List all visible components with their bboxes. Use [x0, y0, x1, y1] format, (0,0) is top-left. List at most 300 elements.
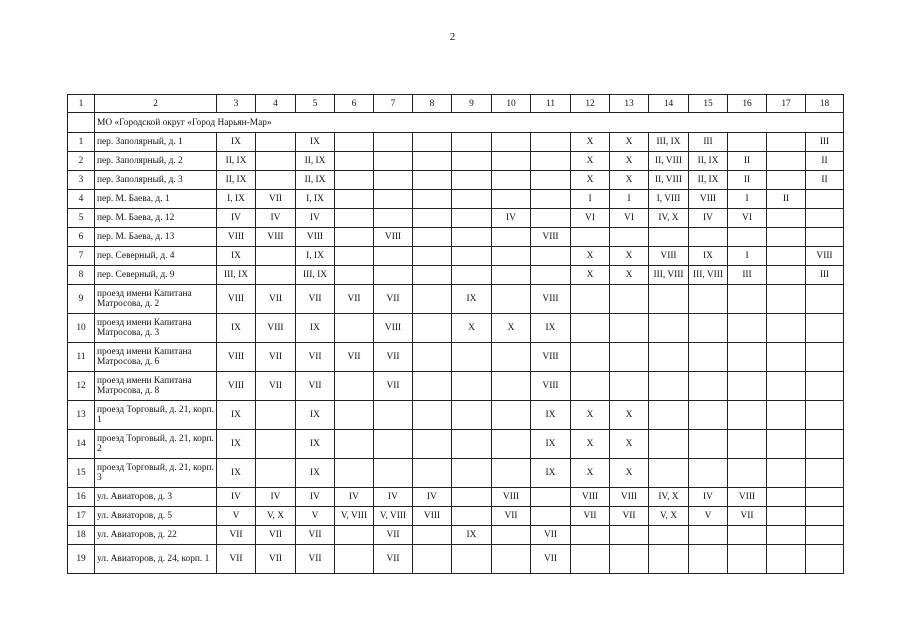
column-header: 8	[413, 95, 452, 113]
table-cell: IV, X	[649, 488, 689, 507]
table-cell	[531, 247, 571, 266]
table-cell: VII	[374, 285, 413, 314]
table-cell: VII	[374, 526, 413, 545]
table-cell: IV, X	[649, 209, 689, 228]
table-cell: VII	[256, 526, 296, 545]
table-cell	[806, 507, 844, 526]
table-row	[68, 314, 844, 343]
table-cell	[374, 401, 413, 430]
table-cell	[767, 266, 806, 285]
table-cell: IV	[335, 488, 374, 507]
table-cell: VIII	[256, 314, 296, 343]
table-cell: VIII	[531, 285, 571, 314]
column-header: 13	[610, 95, 649, 113]
table-cell	[531, 133, 571, 152]
table-cell: VII	[256, 372, 296, 401]
table-cell: II	[728, 171, 767, 190]
address-cell: ул. Авиаторов, д. 22	[95, 526, 217, 545]
table-cell	[649, 401, 689, 430]
table-cell: VII	[256, 285, 296, 314]
table-cell	[806, 285, 844, 314]
row-number: 14	[68, 430, 95, 459]
table-cell	[689, 526, 728, 545]
table-cell: X	[610, 152, 649, 171]
table-cell: IX	[296, 133, 335, 152]
table-row	[68, 343, 844, 372]
table-cell: I	[728, 247, 767, 266]
table-cell	[335, 247, 374, 266]
table-cell	[374, 430, 413, 459]
table-cell	[335, 372, 374, 401]
table-cell: I, IX	[296, 247, 335, 266]
table-cell	[728, 372, 767, 401]
table-cell	[335, 314, 374, 343]
table-cell	[452, 430, 492, 459]
table-cell: IX	[296, 430, 335, 459]
table-cell	[256, 133, 296, 152]
table-cell	[335, 228, 374, 247]
table-cell	[374, 266, 413, 285]
table-cell: VIII	[296, 228, 335, 247]
table-cell: VII	[296, 343, 335, 372]
table-row	[68, 459, 844, 488]
table-cell: IX	[452, 526, 492, 545]
table-cell: I, IX	[296, 190, 335, 209]
table-cell: II	[728, 152, 767, 171]
table-cell: II	[767, 190, 806, 209]
table-cell	[806, 401, 844, 430]
table-cell: X	[571, 266, 610, 285]
table-cell	[728, 459, 767, 488]
table-cell	[256, 401, 296, 430]
table-cell	[531, 152, 571, 171]
table-cell	[492, 372, 531, 401]
table-cell: IV	[296, 209, 335, 228]
table-cell: X	[571, 430, 610, 459]
row-number: 15	[68, 459, 95, 488]
table-cell	[335, 545, 374, 574]
table-cell	[452, 545, 492, 574]
table-cell	[767, 133, 806, 152]
table-cell: VIII	[531, 343, 571, 372]
table-cell	[413, 285, 452, 314]
table-cell: IV	[492, 209, 531, 228]
table-cell: IX	[689, 247, 728, 266]
address-cell: проезд имени Капитана Матросова, д. 6	[95, 343, 217, 372]
address-cell: ул. Авиаторов, д. 3	[95, 488, 217, 507]
table-cell	[492, 228, 531, 247]
table-cell	[531, 507, 571, 526]
column-header: 12	[571, 95, 610, 113]
table-cell: X	[571, 247, 610, 266]
table-cell	[728, 228, 767, 247]
table-cell	[492, 459, 531, 488]
table-cell	[767, 545, 806, 574]
table-cell: VII	[335, 343, 374, 372]
row-number: 19	[68, 545, 95, 574]
table-cell	[571, 545, 610, 574]
table-cell	[335, 152, 374, 171]
table-cell	[531, 190, 571, 209]
row-number: 9	[68, 285, 95, 314]
table-row	[68, 488, 844, 507]
table-cell	[806, 314, 844, 343]
column-header: 4	[256, 95, 296, 113]
table-cell: V	[217, 507, 256, 526]
column-header: 16	[728, 95, 767, 113]
table-cell	[452, 343, 492, 372]
table-cell	[452, 459, 492, 488]
table-cell: I	[610, 190, 649, 209]
table-cell	[335, 459, 374, 488]
table-cell: IX	[217, 133, 256, 152]
table-cell	[767, 171, 806, 190]
column-header: 10	[492, 95, 531, 113]
table-cell: X	[571, 133, 610, 152]
address-cell: пер. М. Баева, д. 12	[95, 209, 217, 228]
row-number: 12	[68, 372, 95, 401]
table-cell	[256, 247, 296, 266]
table-cell: IV	[256, 209, 296, 228]
table-cell: X	[610, 430, 649, 459]
table-cell: X	[571, 459, 610, 488]
table-cell	[452, 209, 492, 228]
table-cell	[256, 266, 296, 285]
table-cell: IX	[531, 314, 571, 343]
table-cell: VII	[531, 545, 571, 574]
table-cell: II, IX	[217, 171, 256, 190]
table-cell: X	[452, 314, 492, 343]
table-cell	[413, 133, 452, 152]
table-cell	[531, 488, 571, 507]
table-cell: IV	[296, 488, 335, 507]
table-cell: IX	[452, 285, 492, 314]
table-cell	[531, 266, 571, 285]
column-header: 17	[767, 95, 806, 113]
table-cell: VIII	[374, 314, 413, 343]
table-cell: V, VIII	[335, 507, 374, 526]
table-cell	[413, 247, 452, 266]
table-cell: IV	[217, 488, 256, 507]
table-cell	[806, 190, 844, 209]
table-cell	[767, 459, 806, 488]
table-cell: IX	[296, 401, 335, 430]
table-cell: IV	[374, 488, 413, 507]
table-cell	[728, 314, 767, 343]
page-number: 2	[449, 31, 456, 43]
table-cell	[492, 190, 531, 209]
table-cell	[806, 459, 844, 488]
table-cell	[689, 401, 728, 430]
row-number: 2	[68, 152, 95, 171]
table-cell: X	[610, 133, 649, 152]
table-cell	[413, 190, 452, 209]
table-cell: X	[610, 401, 649, 430]
table-cell	[767, 343, 806, 372]
table-cell	[492, 266, 531, 285]
row-number: 11	[68, 343, 95, 372]
table-cell: II	[806, 171, 844, 190]
table-cell	[767, 430, 806, 459]
table-cell	[256, 152, 296, 171]
table-cell	[413, 171, 452, 190]
table-cell	[335, 401, 374, 430]
table-cell: I	[571, 190, 610, 209]
table-cell	[649, 526, 689, 545]
table-cell: IX	[296, 314, 335, 343]
column-header: 9	[452, 95, 492, 113]
table-cell	[492, 247, 531, 266]
table-cell	[728, 401, 767, 430]
table-cell: II, VIII	[649, 171, 689, 190]
table-cell	[767, 247, 806, 266]
table-cell	[649, 314, 689, 343]
table-cell	[492, 430, 531, 459]
table-cell	[571, 228, 610, 247]
table-cell: III	[689, 133, 728, 152]
table-cell	[806, 430, 844, 459]
column-header: 15	[689, 95, 728, 113]
table-cell: III, IX	[217, 266, 256, 285]
table-cell	[767, 488, 806, 507]
table-cell	[452, 488, 492, 507]
table-cell	[689, 459, 728, 488]
table-cell	[728, 545, 767, 574]
table-cell: VIII	[649, 247, 689, 266]
address-cell: пер. Заполярный, д. 1	[95, 133, 217, 152]
table-cell: IV	[256, 488, 296, 507]
row-number: 16	[68, 488, 95, 507]
table-cell	[767, 228, 806, 247]
table-cell	[335, 171, 374, 190]
table-row	[68, 266, 844, 285]
table-cell	[452, 190, 492, 209]
column-header: 5	[296, 95, 335, 113]
table-cell	[492, 343, 531, 372]
table-cell	[610, 526, 649, 545]
table-cell: VII	[256, 190, 296, 209]
column-header: 14	[649, 95, 689, 113]
column-header: 2	[95, 95, 217, 113]
table-cell	[413, 401, 452, 430]
table-cell	[767, 372, 806, 401]
table-cell	[492, 526, 531, 545]
table-cell	[767, 526, 806, 545]
table-cell	[256, 430, 296, 459]
table-cell	[413, 459, 452, 488]
table-cell: X	[492, 314, 531, 343]
table-cell: VII	[296, 285, 335, 314]
column-header: 18	[806, 95, 844, 113]
table-cell	[767, 209, 806, 228]
table-cell: IX	[217, 459, 256, 488]
row-number: 10	[68, 314, 95, 343]
table-cell	[452, 228, 492, 247]
table-row	[68, 228, 844, 247]
table-cell: IV	[689, 209, 728, 228]
table-cell	[689, 343, 728, 372]
table-cell: VI	[728, 209, 767, 228]
table-cell	[492, 171, 531, 190]
table-cell	[413, 343, 452, 372]
address-cell: пер. Северный, д. 4	[95, 247, 217, 266]
table-cell: VII	[571, 507, 610, 526]
table-cell: I, VIII	[649, 190, 689, 209]
table-cell	[806, 545, 844, 574]
table-cell: II, VIII	[649, 152, 689, 171]
table-cell	[492, 133, 531, 152]
table-cell: VII	[217, 545, 256, 574]
table-cell: X	[571, 171, 610, 190]
table-cell	[256, 459, 296, 488]
table-cell	[689, 285, 728, 314]
table-cell: V, X	[649, 507, 689, 526]
table-cell: VIII	[256, 228, 296, 247]
table-cell: VII	[335, 285, 374, 314]
table-row	[68, 209, 844, 228]
table-cell	[689, 430, 728, 459]
table-cell	[492, 545, 531, 574]
table-cell: X	[571, 401, 610, 430]
table-cell	[374, 190, 413, 209]
table-cell	[649, 430, 689, 459]
table-row	[68, 372, 844, 401]
table-cell	[374, 209, 413, 228]
table-cell: I	[728, 190, 767, 209]
table-cell	[689, 545, 728, 574]
table-row	[68, 247, 844, 266]
table-cell: VII	[374, 372, 413, 401]
table-cell: X	[610, 247, 649, 266]
header-row	[68, 95, 844, 113]
table-cell	[649, 228, 689, 247]
table-cell	[531, 171, 571, 190]
address-cell: пер. М. Баева, д. 13	[95, 228, 217, 247]
row-number: 13	[68, 401, 95, 430]
table-cell: II, IX	[689, 171, 728, 190]
address-cell: пер. Заполярный, д. 3	[95, 171, 217, 190]
table-cell: VIII	[374, 228, 413, 247]
table-cell	[728, 285, 767, 314]
table-cell	[767, 314, 806, 343]
table-row	[68, 285, 844, 314]
table-cell: VII	[217, 526, 256, 545]
table-cell: III	[728, 266, 767, 285]
row-number: 5	[68, 209, 95, 228]
table-cell	[728, 526, 767, 545]
table-cell	[649, 545, 689, 574]
table-cell: III, IX	[296, 266, 335, 285]
table-cell: VIII	[689, 190, 728, 209]
table-row	[68, 152, 844, 171]
table-cell	[806, 526, 844, 545]
table-cell: VIII	[217, 285, 256, 314]
table-cell: IX	[296, 459, 335, 488]
table-cell: VII	[296, 372, 335, 401]
address-cell: пер. Заполярный, д. 2	[95, 152, 217, 171]
table-row	[68, 190, 844, 209]
table-cell: VIII	[413, 507, 452, 526]
column-header: 7	[374, 95, 413, 113]
table-cell	[335, 209, 374, 228]
table-cell	[335, 266, 374, 285]
table-cell	[571, 314, 610, 343]
row-number: 1	[68, 133, 95, 152]
table-cell	[649, 459, 689, 488]
table-body	[68, 95, 844, 574]
row-number: 8	[68, 266, 95, 285]
row-number: 17	[68, 507, 95, 526]
address-cell: проезд имени Капитана Матросова, д. 2	[95, 285, 217, 314]
table-cell: VIII	[571, 488, 610, 507]
table-cell: V	[689, 507, 728, 526]
address-cell: пер. Северный, д. 9	[95, 266, 217, 285]
table-cell	[492, 285, 531, 314]
table-cell: VII	[492, 507, 531, 526]
table-cell	[531, 209, 571, 228]
table-cell	[413, 152, 452, 171]
table-cell	[413, 266, 452, 285]
address-cell: проезд Торговый, д. 21, корп. 2	[95, 430, 217, 459]
table-cell	[452, 171, 492, 190]
table-cell	[413, 209, 452, 228]
address-cell: пер. М. Баева, д. 1	[95, 190, 217, 209]
table-cell	[413, 526, 452, 545]
table-cell	[413, 545, 452, 574]
table-cell: II, IX	[296, 152, 335, 171]
table-cell	[452, 372, 492, 401]
table-cell	[413, 314, 452, 343]
table-cell	[374, 133, 413, 152]
table-cell	[806, 488, 844, 507]
column-header: 3	[217, 95, 256, 113]
table-cell	[413, 430, 452, 459]
table-cell: III	[806, 266, 844, 285]
table-cell: VIII	[531, 372, 571, 401]
table-cell: IV	[217, 209, 256, 228]
org-row	[68, 113, 844, 133]
table-cell	[452, 152, 492, 171]
table-cell: IX	[531, 401, 571, 430]
table-cell: X	[610, 459, 649, 488]
table-cell	[806, 343, 844, 372]
table-cell: VII	[374, 343, 413, 372]
row-number: 3	[68, 171, 95, 190]
table-cell	[335, 430, 374, 459]
table-cell	[374, 459, 413, 488]
table-cell	[767, 507, 806, 526]
table-cell: VIII	[806, 247, 844, 266]
table-cell	[610, 228, 649, 247]
table-cell: VIII	[531, 228, 571, 247]
table-cell	[728, 343, 767, 372]
table-cell	[806, 228, 844, 247]
table-cell: VII	[610, 507, 649, 526]
table-cell	[610, 343, 649, 372]
table-cell: VII	[256, 545, 296, 574]
table-cell	[374, 171, 413, 190]
table-cell: VIII	[610, 488, 649, 507]
table-cell	[610, 372, 649, 401]
table-cell	[413, 228, 452, 247]
address-cell: проезд имени Капитана Матросова, д. 3	[95, 314, 217, 343]
table-cell	[452, 247, 492, 266]
table-cell	[452, 133, 492, 152]
table-cell: VIII	[217, 372, 256, 401]
address-cell: ул. Авиаторов, д. 24, корп. 1	[95, 545, 217, 574]
table-cell	[806, 209, 844, 228]
table-cell: III	[806, 133, 844, 152]
